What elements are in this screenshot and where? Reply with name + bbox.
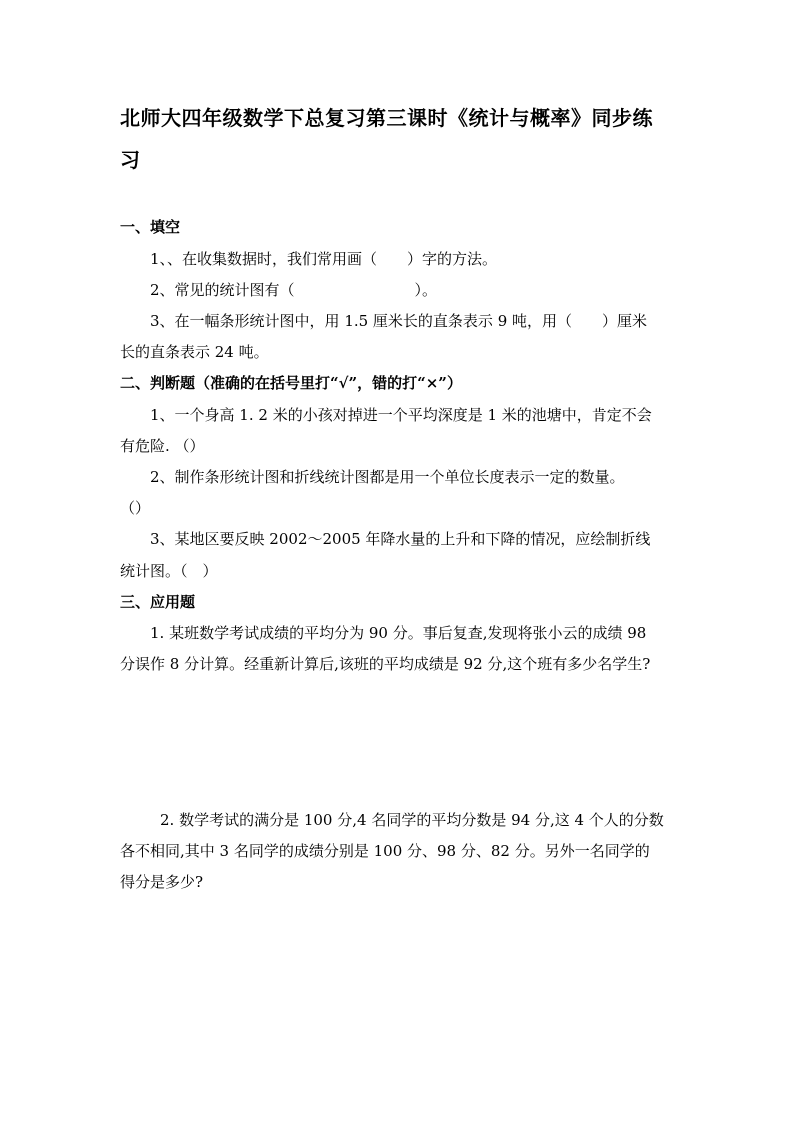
true-false-question-1-line-1: 1、一个身高 1. 2 米的小孩对掉进一个平均深度是 1 米的池塘中，肯定不会: [150, 406, 652, 424]
section-heading-word-problems: 三、应用题: [120, 593, 196, 611]
true-false-question-1-line-2: 有危险. （）: [120, 437, 205, 455]
word-problem-2-line-3: 得分是多少?: [120, 873, 204, 891]
section-heading-fill-blank: 一、填空: [120, 218, 181, 236]
fill-blank-question-1: 1、、在收集数据时，我们常用画（ ）字的方法。: [150, 250, 498, 268]
true-false-question-2-line-1: 2、制作条形统计图和折线统计图都是用一个单位长度表示一定的数量。: [150, 468, 625, 486]
true-false-question-2-line-2: （）: [120, 499, 151, 517]
page-title-line-2: 习: [120, 148, 141, 172]
page-title-line-1: 北师大四年级数学下总复习第三课时《统计与概率》同步练: [120, 106, 653, 130]
word-problem-2-line-1: 2. 数学考试的满分是 100 分,4 名同学的平均分数是 94 分,这 4 个人的分数: [160, 811, 664, 829]
fill-blank-question-3-line-1: 3、在一幅条形统计图中，用 1.5 厘米长的直条表示 9 吨，用（ ）厘米: [150, 312, 648, 330]
section-heading-true-false: 二、判断题（准确的在括号里打“√”，错的打“×”）: [120, 374, 462, 392]
fill-blank-question-2: 2、常见的统计图有（ ）。: [150, 281, 438, 299]
fill-blank-question-3-line-2: 长的直条表示 24 吨。: [120, 343, 269, 361]
word-problem-1-line-2: 分误作 8 分计算。经重新计算后,该班的平均成绩是 92 分,这个班有多少名学生?: [120, 655, 651, 673]
true-false-question-3-line-1: 3、某地区要反映 2002～2005 年降水量的上升和下降的情况，应绘制折线: [150, 530, 651, 548]
word-problem-1-line-1: 1. 某班数学考试成绩的平均分为 90 分。事后复查,发现将张小云的成绩 98: [150, 624, 647, 642]
word-problem-2-line-2: 各不相同,其中 3 名同学的成绩分别是 100 分、98 分、82 分。另外一名同学的: [120, 842, 650, 860]
true-false-question-3-line-2: 统计图。（ ）: [120, 562, 218, 580]
